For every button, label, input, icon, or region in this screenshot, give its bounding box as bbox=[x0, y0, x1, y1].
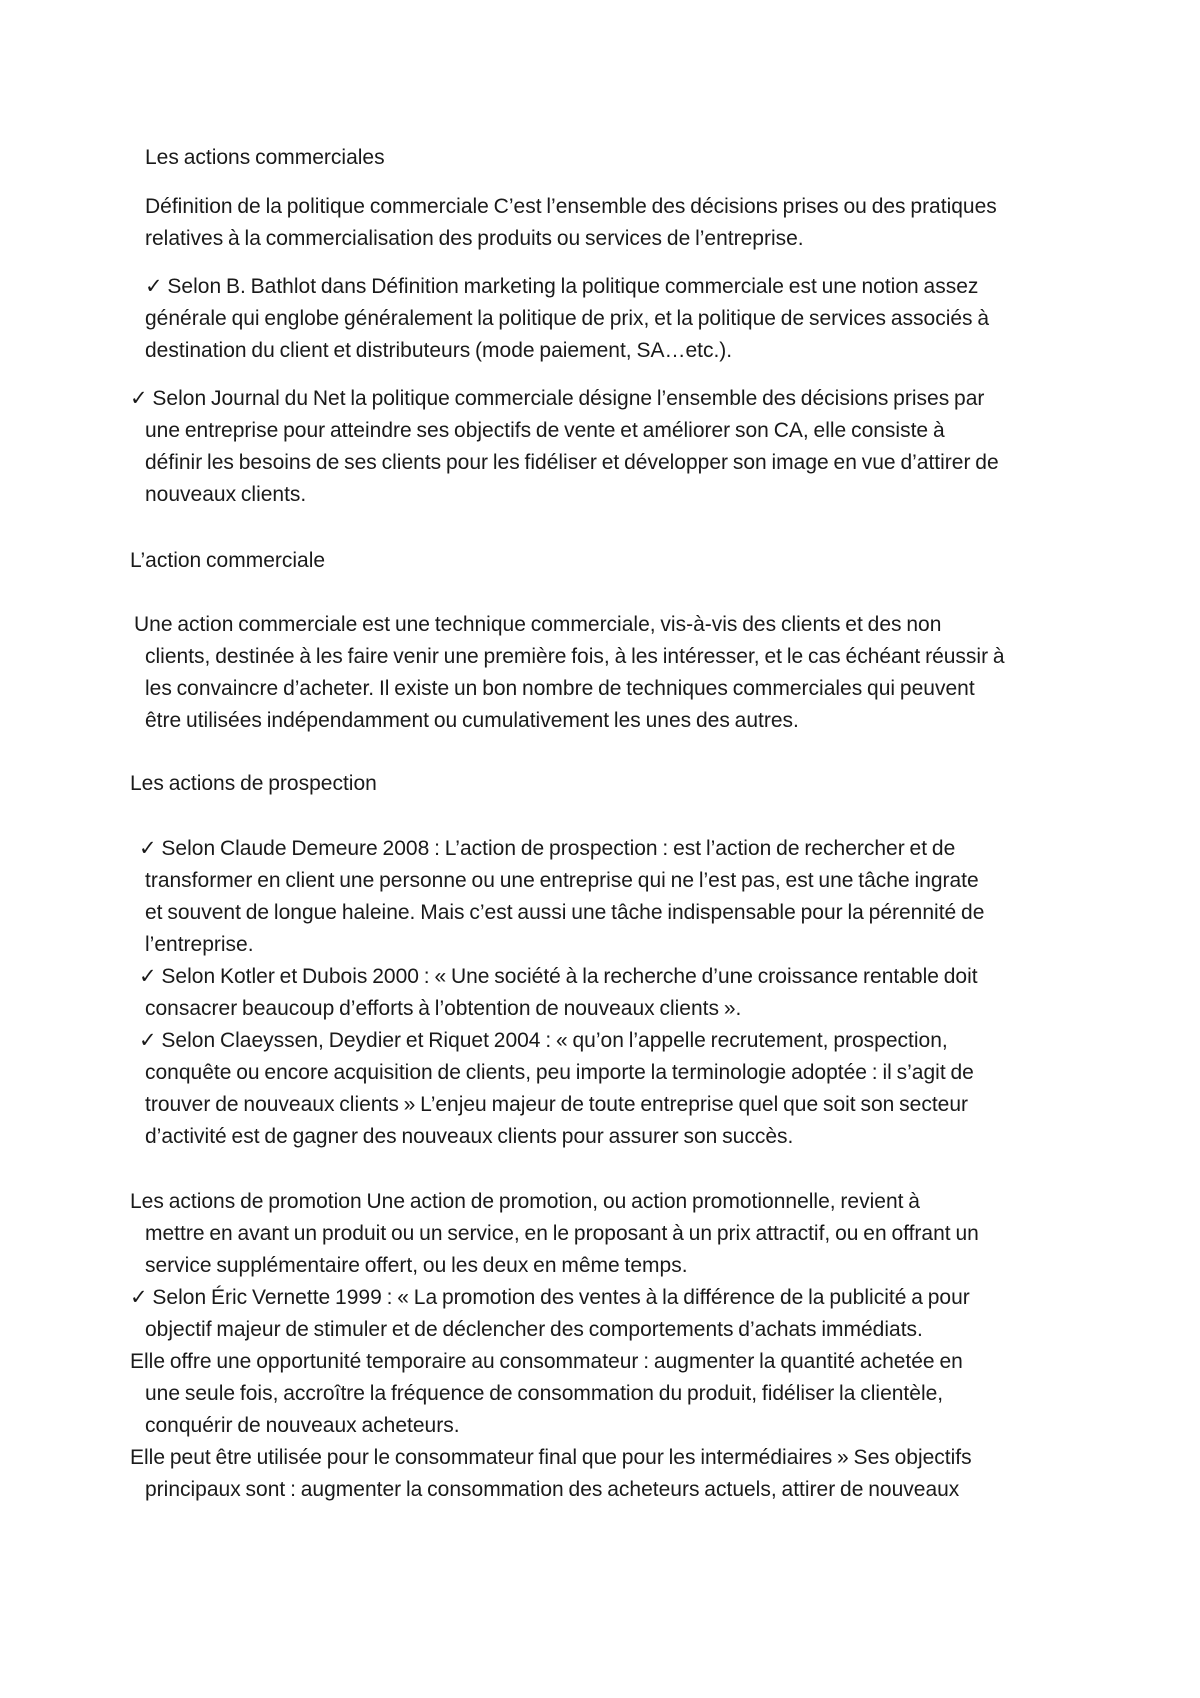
text-line: une seule fois, accroître la fréquence de consommation du produit, fidéliser la clientèle, bbox=[145, 1382, 944, 1405]
text-line: ✓ Selon Kotler et Dubois 2000 : « Une société à la recherche d’une croissance rentable doit bbox=[139, 965, 978, 988]
text-line: conquête ou encore acquisition de clients, peu importe la terminologie adoptée : il s’agit de bbox=[145, 1061, 974, 1084]
action-commerciale-paragraph bbox=[134, 609, 1005, 737]
text-line: Les actions de promotion Une action de promotion, ou action promotionnelle, revient à bbox=[130, 1190, 920, 1213]
text-line: principaux sont : augmenter la consommation des acheteurs actuels, attirer de nouveaux bbox=[145, 1478, 960, 1501]
text-line: être utilisées indépendamment ou cumulativement les unes des autres. bbox=[145, 709, 799, 732]
heading-prospection bbox=[130, 768, 377, 800]
intermediaires-paragraph bbox=[130, 1442, 972, 1506]
vernette-bullet bbox=[130, 1282, 970, 1346]
text-line: définir les besoins de ses clients pour les fidéliser et développer son image en vue d’attirer de bbox=[145, 451, 999, 474]
text-line: une entreprise pour atteindre ses objectifs de vente et améliorer son CA, elle consiste à bbox=[145, 419, 945, 442]
definition-paragraph bbox=[145, 191, 997, 255]
bathlot-bullet bbox=[145, 271, 989, 367]
text-line: transformer en client une personne ou une entreprise qui ne l’est pas, est une tâche ingrate bbox=[145, 869, 979, 892]
text-line: les convaincre d’acheter. Il existe un bon nombre de techniques commerciales qui peuvent bbox=[145, 677, 975, 700]
text-line: d’activité est de gagner des nouveaux clients pour assurer son succès. bbox=[145, 1125, 794, 1148]
text-line: conquérir de nouveaux acheteurs. bbox=[145, 1414, 460, 1437]
text-line: ✓ Selon Éric Vernette 1999 : « La promotion des ventes à la différence de la publicité a pour bbox=[130, 1286, 970, 1309]
demeure-bullet bbox=[139, 833, 984, 961]
text-line: nouveaux clients. bbox=[145, 483, 307, 506]
text-line: l’entreprise. bbox=[145, 933, 254, 956]
text-line: Elle peut être utilisée pour le consommateur final que pour les intermédiaires » Ses objectifs bbox=[130, 1446, 972, 1469]
text-line: objectif majeur de stimuler et de déclencher des comportements d’achats immédiats. bbox=[145, 1318, 923, 1341]
document-title bbox=[145, 142, 385, 174]
text-line: clients, destinée à les faire venir une première fois, à les intéresser, et le cas échéant réussir à bbox=[145, 645, 1005, 668]
text-line: Une action commerciale est une technique commerciale, vis-à-vis des clients et des non bbox=[134, 613, 942, 636]
opportunite-paragraph bbox=[130, 1346, 963, 1442]
text-line: ✓ Selon B. Bathlot dans Définition marketing la politique commerciale est une notion assez bbox=[145, 275, 979, 298]
kotler-bullet bbox=[139, 961, 978, 1025]
text-line: générale qui englobe généralement la politique de prix, et la politique de services associés à bbox=[145, 307, 990, 330]
text-line: mettre en avant un produit ou un service, en le proposant à un prix attractif, ou en offrant un bbox=[145, 1222, 979, 1245]
text-line: consacrer beaucoup d’efforts à l’obtention de nouveaux clients ». bbox=[145, 997, 742, 1020]
text-line: Les actions commerciales bbox=[145, 146, 385, 169]
text-line: destination du client et distributeurs (mode paiement, SA…etc.). bbox=[145, 339, 733, 362]
text-line: ✓ Selon Journal du Net la politique commerciale désigne l’ensemble des décisions prises par bbox=[130, 387, 985, 410]
text-line: ✓ Selon Claeyssen, Deydier et Riquet 2004 : « qu’on l’appelle recrutement, prospection, bbox=[139, 1029, 948, 1052]
text-line: trouver de nouveaux clients » L’enjeu majeur de toute entreprise quel que soit son secteur bbox=[145, 1093, 969, 1116]
journal-du-net-bullet bbox=[130, 383, 999, 511]
text-line: Elle offre une opportunité temporaire au consommateur : augmenter la quantité achetée en bbox=[130, 1350, 963, 1373]
text-line: ✓ Selon Claude Demeure 2008 : L’action de prospection : est l’action de rechercher et de bbox=[139, 837, 956, 860]
claeyssen-bullet bbox=[139, 1025, 974, 1153]
promotion-paragraph bbox=[130, 1186, 979, 1282]
text-line: Les actions de prospection bbox=[130, 772, 377, 795]
text-line: L’action commerciale bbox=[130, 549, 326, 572]
text-line: Définition de la politique commerciale C’est l’ensemble des décisions prises ou des pratiques bbox=[145, 195, 997, 218]
text-line: et souvent de longue haleine. Mais c’est aussi une tâche indispensable pour la pérennité de bbox=[145, 901, 985, 924]
text-line: relatives à la commercialisation des produits ou services de l’entreprise. bbox=[145, 227, 804, 250]
heading-action-commerciale bbox=[130, 545, 325, 577]
text-line: service supplémentaire offert, ou les deux en même temps. bbox=[145, 1254, 688, 1277]
